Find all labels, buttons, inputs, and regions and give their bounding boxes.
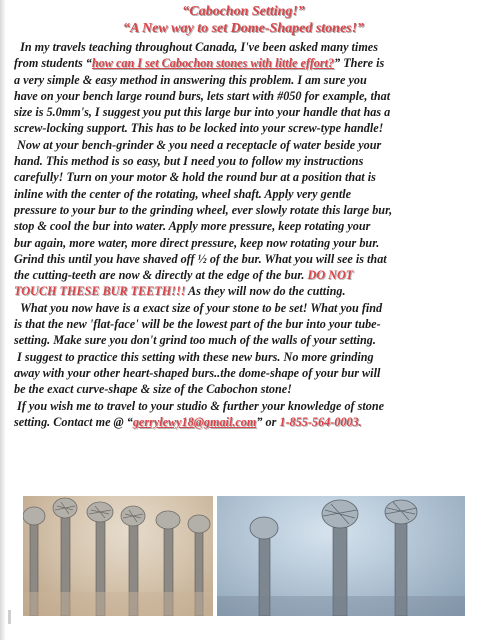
bur-photo-cool-icon <box>217 496 465 616</box>
body-line: be the exact curve-shape & size of the Cabochon stone! <box>14 382 292 397</box>
body-line: Grind this until you have shaved off ½ of the bur. What you will see is that <box>14 251 387 266</box>
bur-photo-left <box>23 496 213 616</box>
body-line: setting. Make sure you don't grind too much of the walls of your setting. <box>14 333 376 348</box>
body-line: have on your bench large round burs, lets start with #050 for example, that <box>14 88 391 103</box>
body-line: inline with the center of the rotating, wheel shaft. Apply very gentle <box>14 186 352 201</box>
scan-mark <box>8 610 11 624</box>
phone-number[interactable]: 1-855-564-0003. <box>279 414 362 429</box>
body-line: a very simple & easy method in answering this problem. I am sure you <box>14 72 367 87</box>
page-edge-shadow <box>0 0 6 640</box>
warning-text: TOUCH THESE BUR TEETH!!! <box>14 284 186 299</box>
body-line: carefully! Turn on your motor & hold the round bur at a position that is <box>14 170 376 185</box>
body-line: stop & cool the bur into water. Apply more pressure, keep rotating your <box>14 219 371 234</box>
body-line: hand. This method is so easy, but I need you to follow my instructions <box>14 154 364 169</box>
bur-photo-right <box>217 496 465 616</box>
body-line: What you now have is a exact size of your stone to be set! What you find <box>20 300 383 315</box>
body-line: size is 5.0mm's, I suggest you put this large bur into your handle that has a <box>14 105 391 120</box>
body-line: pressure to your bur to the grinding wheel, ever slowly rotate this large bur, <box>14 202 393 217</box>
body-line: screw-locking support. This has to be locked into your screw-type handle! <box>14 121 384 136</box>
body-line: TOUCH THESE BUR TEETH!!! As they will now do the cutting. <box>14 284 346 299</box>
bur-photo-warm-icon <box>23 496 213 616</box>
email-link[interactable]: gerrylewy18@gmail.com <box>132 414 257 429</box>
body-line: the cutting-teeth are now & directly at the edge of the bur. DO NOT <box>14 268 354 283</box>
body-line: bur again, more water, more direct pressure, keep now rotating your bur. <box>14 235 380 250</box>
body-line: from students “how can I set Cabochon stones with little effort?” There is <box>14 56 385 71</box>
title-block <box>0 3 487 37</box>
body-line: away with your other heart-shaped burs..the dome-shape of your bur will <box>14 365 381 380</box>
title-line-1: “Cabochon Setting!” <box>182 4 305 19</box>
warning-text: DO NOT <box>307 268 354 283</box>
article-body <box>14 39 480 430</box>
body-line: I suggest to practice this setting with these new burs. No more grinding <box>17 349 374 364</box>
body-line: Now at your bench-grinder & you need a receptacle of water beside your <box>17 137 382 152</box>
body-line: If you wish me to travel to your studio & further your knowledge of stone <box>17 398 385 413</box>
highlight-question: how can I set Cabochon stones with little effort? <box>91 56 335 71</box>
body-line: setting. Contact me @ “gerrylewy18@gmail.com” or 1-855-564-0003. <box>14 414 362 429</box>
body-line: is that the new 'flat-face' will be the lowest part of the bur into your tube- <box>14 317 381 332</box>
body-line: In my travels teaching throughout Canada, I've been asked many times <box>20 40 378 54</box>
title-line-2: “A New way to set Dome-Shaped stones!” <box>122 21 365 36</box>
